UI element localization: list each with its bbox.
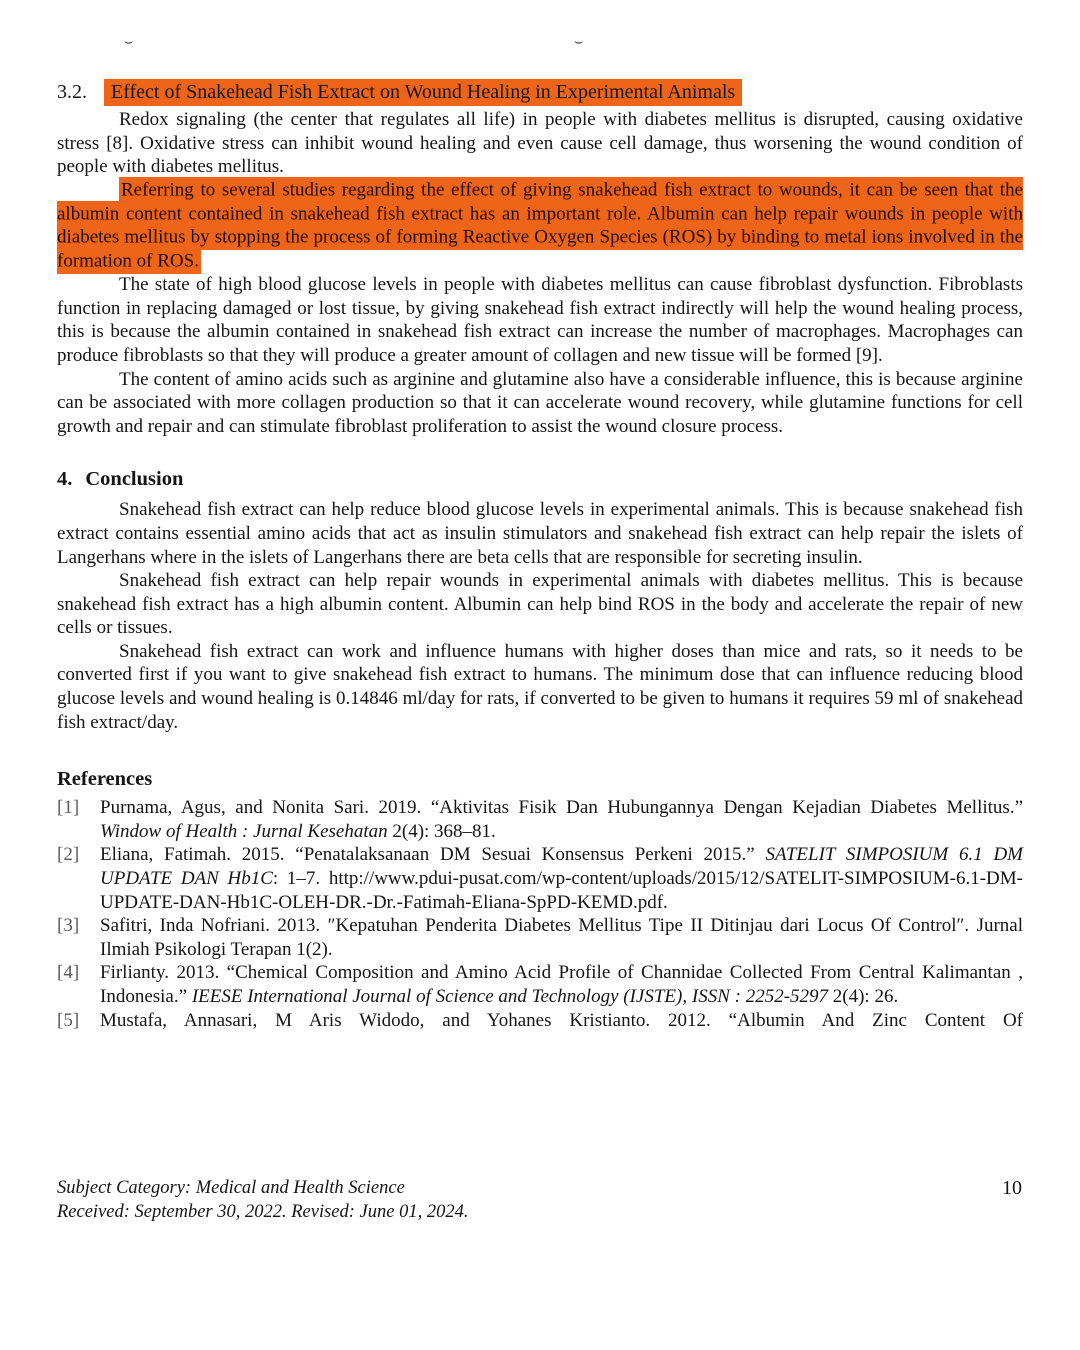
reference-text-segment: Eliana, Fatimah. 2015. “Penatalaksanaan DM Sesuai Konsensus Perkeni 2015.” [100,844,766,866]
cropped-text-fragment-left: ⌣ [124,35,134,50]
reference-text [100,961,1023,1008]
reference-item [57,961,1023,1008]
page-content [57,80,1023,1032]
reference-text [100,914,1023,961]
footer-meta [57,1176,468,1224]
reference-item [57,914,1023,961]
reference-text-segment: Firlianty. 2013. “Chemical Composition and Amino Acid Profile of Channidae Collected From Central Kalimantan , Indonesia.” [100,962,1023,1007]
reference-text-segment: 2(4): 26. [828,986,899,1007]
section-number: 3.2. [57,81,87,103]
subject-category-line: Subject Category: Medical and Health Science [57,1178,405,1198]
cropped-text-fragment-right: ⌣ [574,35,584,50]
paragraph-redox-signaling: Redox signaling (the center that regulates all life) in people with diabetes mellitus is disrupted, causing oxidative stress [8]. Oxidative stress can inhibit wound healing and even cause cell damage, thus worsening the wound condition of people with diabetes mellitus. [57,109,1023,178]
reference-journal-name: SATELIT SIMPOSIUM 6.1 DM UPDATE DAN Hb1C [100,844,1023,890]
reference-text-segment: Safitri, Inda Nofriani. 2013. ″Kepatuhan Penderita Diabetes Mellitus Tipe II Ditinjau dari Locus Of Control″. Jurnal Ilmiah Psikologi Terapan 1(2). [100,915,1023,960]
reference-text-segment: Purnama, Agus, and Nonita Sari. 2019. “Aktivitas Fisik Dan Hubungannya Dengan Kejadian Diabetes Mellitus.” [100,797,1023,819]
conclusion-number: 4. [57,468,73,491]
reference-text [100,796,1023,843]
reference-text [100,843,1023,914]
page-number: 10 [1002,1177,1022,1199]
reference-marker: [1] [57,797,80,819]
reference-marker: [2] [57,844,80,866]
paragraph-amino-acids: The content of amino acids such as arginine and glutamine also have a considerable influence, this is because arginine can be associated with more collagen production so that it can accelerate wound recovery, while glutamine functions for cell growth and repair and can stimulate fibroblast proliferation to assist the wound closure process. [57,368,1023,437]
conclusion-title: Conclusion [85,468,184,491]
reference-text-segment: : 1–7. http://www.pdui-pusat.com/wp-content/uploads/2015/12/SATELIT-SIMPOSIUM-6.1-DM-UPDATE-DAN-Hb1C-OLEH-DR.-Dr.-Fatimah-Eliana-SpPD-KEMD.pdf. [100,868,1023,913]
page-footer [57,1176,1022,1224]
section-title-highlighted: Effect of Snakehead Fish Extract on Wound Healing in Experimental Animals [104,79,742,106]
highlighted-passage: Referring to several studies regarding the effect of giving snakehead fish extract to wounds, it can be seen that the albumin content contained in snakehead fish extract has an important role. Albumin can help repair wounds in people with diabetes mellitus by stopping the process of forming Reactive Oxygen Species (ROS) by binding to metal ions involved in the formation of ROS. [57,177,1023,274]
reference-journal-name: IEESE International Journal of Science and Technology (IJSTE), ISSN : 2252-5297 [191,986,829,1007]
conclusion-heading [57,467,1023,491]
conclusion-paragraph-1: Snakehead fish extract can help reduce blood glucose levels in experimental animals. This is because snakehead fish extract contains essential amino acids that act as insulin stimulators and snakehead fish extract can help repair the islets of Langerhans where in the islets of Langerhans there are beta cells that are responsible for secreting insulin. [57,499,1023,568]
paragraph-referring-studies-highlighted [57,179,1023,273]
reference-text [100,1009,1023,1033]
reference-marker: [5] [57,1009,80,1031]
conclusion-paragraph-2: Snakehead fish extract can help repair wounds in experimental animals with diabetes mellitus. This is because snakehead fish extract has a high albumin content. Albumin can help bind ROS in the body and accelerate the repair of new cells or tissues. [57,570,1023,639]
conclusion-paragraph-3: Snakehead fish extract can work and influence humans with higher doses than mice and rats, so it needs to be converted first if you want to give snakehead fish extract to humans. The minimum dose that can influence reducing blood glucose levels and wound healing is 0.14846 ml/day for rats, if converted to be given to humans it requires 59 ml of snakehead fish extract/day. [57,640,1023,733]
reference-item [57,796,1023,843]
references-heading: References [57,768,153,791]
section-3-2-heading [57,80,1023,104]
reference-text-segment: 2(4): 368–81. [387,820,496,842]
references-list [57,796,1023,1032]
received-revised-line: Received: September 30, 2022. Revised: June 01, 2024. [57,1202,469,1222]
reference-journal-name: Window of Health : Jurnal Kesehatan [100,820,388,842]
paragraph-high-blood-glucose: The state of high blood glucose levels in people with diabetes mellitus can cause fibroblast dysfunction. Fibroblasts function in replacing damaged or lost tissue, by giving snakehead fish extract indirectly will help the wound healing process, this is because the albumin contained in snakehead fish extract can increase the number of macrophages. Macrophages can produce fibroblasts so that they will produce a greater amount of collagen and new tissue will be formed [9]. [57,274,1023,366]
reference-item [57,1009,1023,1033]
reference-marker: [3] [57,915,80,937]
reference-item [57,843,1023,914]
reference-text-segment: Mustafa, Annasari, M Aris Widodo, and Yohanes Kristianto. 2012. “Albumin And Zinc Content Of [100,1009,1023,1031]
reference-marker: [4] [57,962,80,984]
